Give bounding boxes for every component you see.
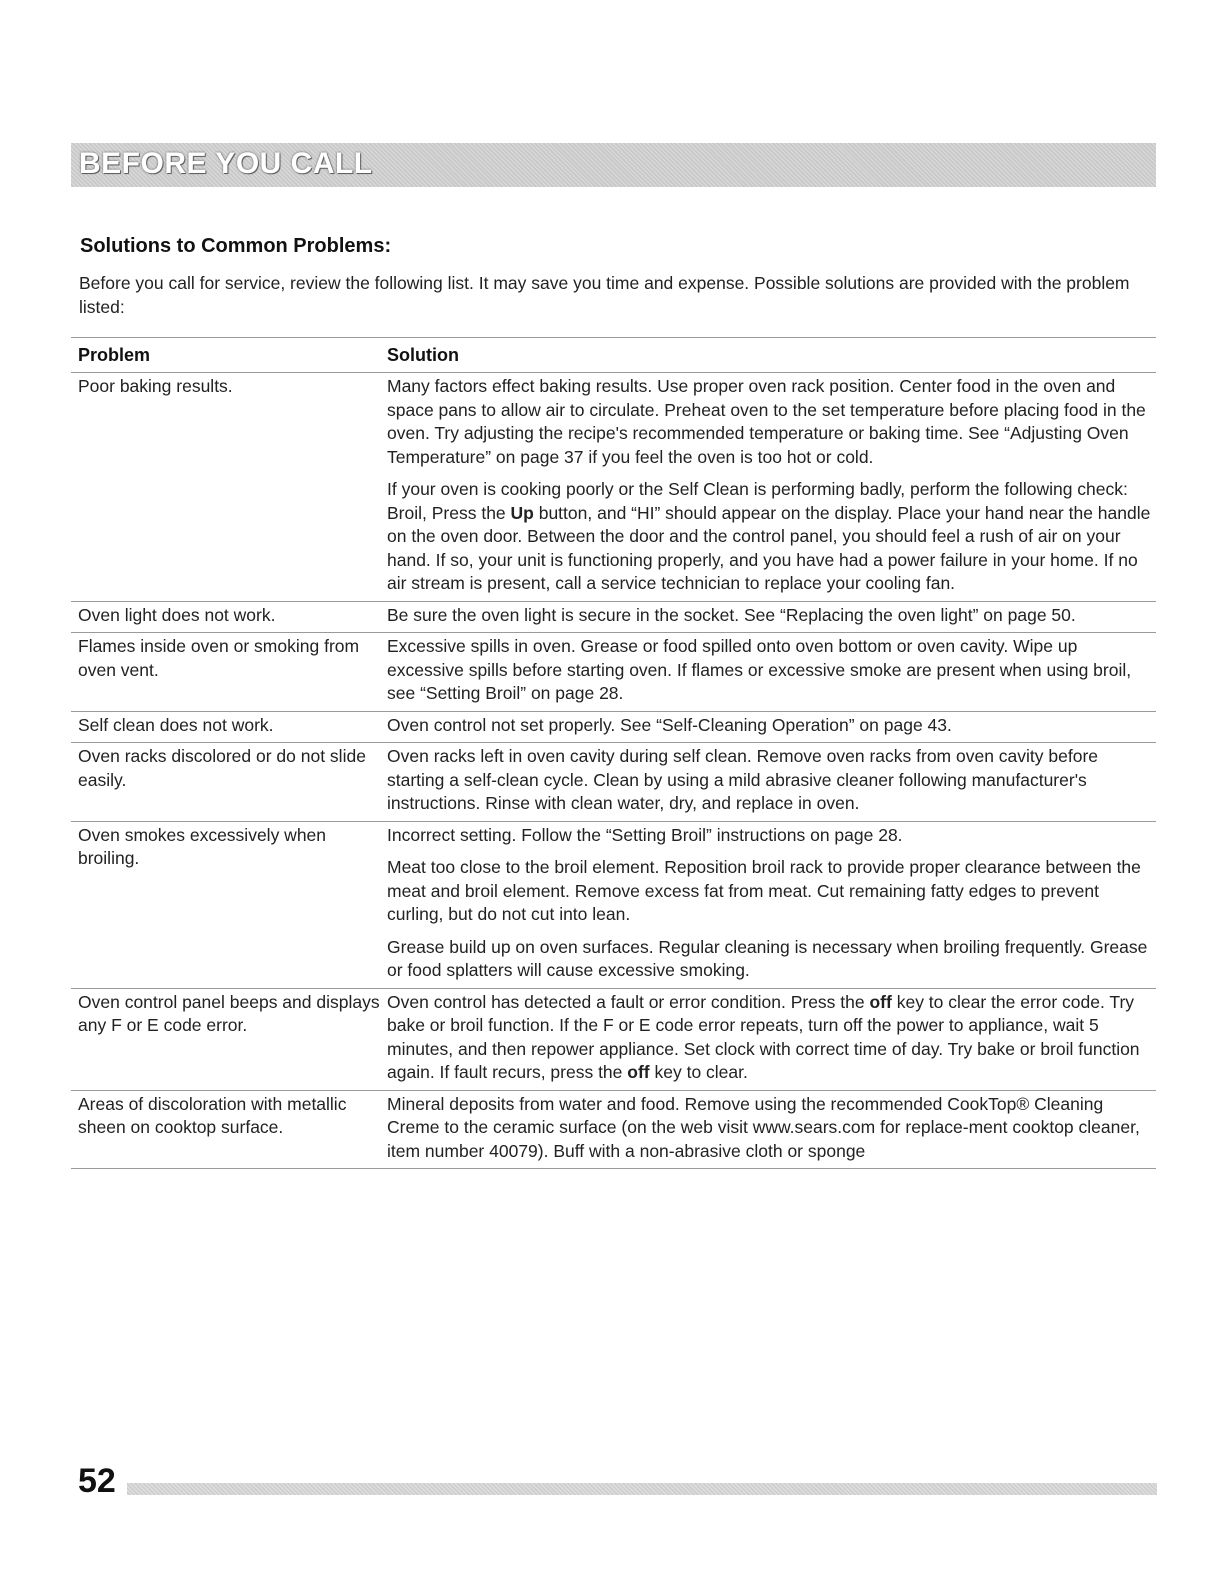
solution-cell — [380, 635, 1156, 706]
up-button-label: Up — [510, 502, 534, 523]
problem-cell: Flames inside oven or smoking from oven vent. — [78, 636, 360, 680]
problem-cell: Oven control panel beeps and displays any F or E code error. — [78, 991, 380, 1035]
problem-cell: Poor baking results. — [78, 376, 233, 396]
table-row — [71, 743, 1156, 821]
solution-paragraph: Meat too close to the broil element. Reposition broil rack to provide proper clearance between the meat and broil element. Remove excess fat from meat. Cut remaining fatty edges to prevent curling, but do not cut into lean. — [387, 857, 1141, 924]
solution-paragraph: If your oven is cooking poorly or the Self Clean is performing badly, perform the following check: Broil, Press the Up button, and “HI” should appear on the display. Place your hand near the handle on the oven door. Between the door and the control panel, you should feel a rush of air on your hand. If so, your unit is functioning properly, and you have had a power failure in your home. If no air stream is present, call a service technician to replace your cooling fan. — [387, 479, 1151, 593]
problem-cell: Oven light does not work. — [78, 604, 276, 625]
solution-cell — [380, 991, 1156, 1085]
table-row — [71, 633, 1156, 711]
solution-cell — [380, 1093, 1156, 1164]
solution-paragraph: Excessive spills in oven. Grease or food spilled onto oven bottom or oven cavity. Wipe up excessive spills before starting oven. If flames or excessive smoke are present when using broil, see “Setting Broil” on page 28. — [387, 636, 1132, 703]
solution-paragraph: Be sure the oven light is secure in the socket. See “Replacing the oven light” on page 50. — [387, 604, 1076, 625]
table-header-row — [71, 338, 1156, 372]
problems-table — [71, 337, 1156, 1169]
solution-cell — [380, 714, 1156, 738]
footer-bar — [127, 1483, 1157, 1495]
table-row — [71, 712, 1156, 743]
table-row — [71, 822, 1156, 988]
solution-paragraph: Grease build up on oven surfaces. Regular cleaning is necessary when broiling frequently. Grease or food splatters will cause excessive smoking. — [387, 936, 1148, 980]
intro-paragraph: Before you call for service, review the following list. It may save you time and expense. Possible solutions are provided with the problem listed: — [79, 273, 1130, 317]
page-number: 52 — [78, 1462, 116, 1500]
off-key-label: off — [627, 1062, 650, 1082]
page-header-title: BEFORE YOU CALL — [79, 147, 373, 180]
problem-column-header: Problem — [78, 344, 151, 365]
solution-column-header: Solution — [387, 344, 459, 365]
section-title: Solutions to Common Problems: — [80, 235, 392, 257]
solution-paragraph: Oven control not set properly. See “Self-Cleaning Operation” on page 43. — [387, 714, 952, 735]
problem-cell: Oven smokes excessively when broiling. — [78, 824, 327, 868]
solution-paragraph: Incorrect setting. Follow the “Setting Broil” instructions on page 28. — [387, 824, 903, 845]
table-row — [71, 373, 1156, 601]
problem-cell: Self clean does not work. — [78, 714, 274, 735]
header-banner — [71, 143, 1156, 187]
solution-cell — [380, 375, 1156, 596]
solution-cell — [380, 824, 1156, 983]
table-row — [71, 1091, 1156, 1169]
problem-cell: Oven racks discolored or do not slide easily. — [78, 746, 366, 790]
solution-paragraph: Mineral deposits from water and food. Remove using the recommended CookTop® Cleaning Creme to the ceramic surface (on the web visit www.sears.com for replace-ment cooktop cleaner, item number 40079). Buff with a non-abrasive cloth or sponge — [387, 1093, 1140, 1161]
solution-cell — [380, 604, 1156, 628]
table-row — [71, 602, 1156, 633]
off-key-label: off — [869, 991, 892, 1012]
table-bottom-rule — [71, 1168, 1156, 1169]
solution-cell — [380, 745, 1156, 816]
solution-paragraph: Oven control has detected a fault or error condition. Press the off key to clear the error code. Try bake or broil function. If the F or E code error repeats, turn off the power to appliance, wait 5 minutes, and then repower appliance. Set clock with correct time of day. Try bake or broil function again. If fault recurs, press the off key to clear. — [387, 991, 1140, 1082]
solution-paragraph: Many factors effect baking results. Use proper oven rack position. Center food in the oven and space pans to allow air to circulate. Preheat oven to the set temperature before placing food in the oven. Try adjusting the recipe's recommended temperature or baking time. See “Adjusting Oven Temperature” on page 37 if you feel the oven is too hot or cold. — [387, 376, 1146, 467]
table-row — [71, 989, 1156, 1090]
problem-cell: Areas of discoloration with metallic sheen on cooktop surface. — [78, 1093, 347, 1137]
solution-paragraph: Oven racks left in oven cavity during self clean. Remove oven racks from oven cavity before starting a self-clean cycle. Clean by using a mild abrasive cleaner following manufacturer's instructions. Rinse with clean water, dry, and replace in oven. — [387, 746, 1099, 813]
